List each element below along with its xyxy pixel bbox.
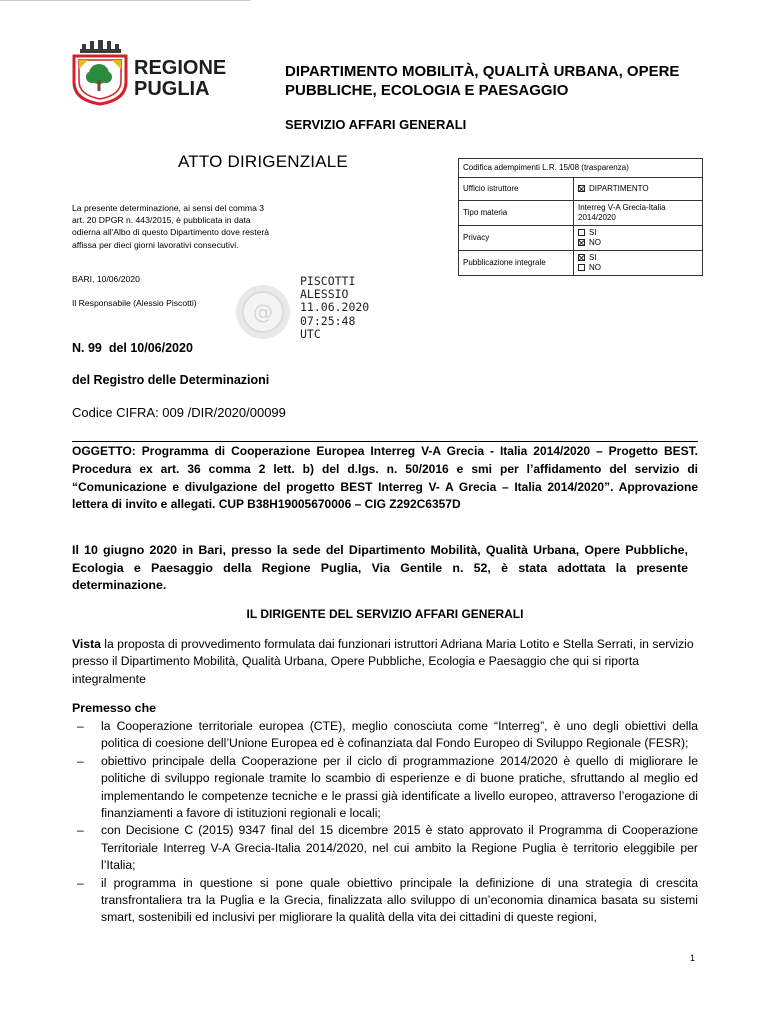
list-item <box>72 718 698 753</box>
publication-notice: La presente determinazione, ai sensi del comma 3 art. 20 DPGR n. 443/2015, è pubblicata in data odierna all'Albo di questo Dipartimento dove resterà affissa per dieci giorni lavorativi consecutivi. <box>72 203 270 250</box>
list-dash: – <box>77 823 84 838</box>
premesso-heading: Premesso che <box>72 701 157 715</box>
transparency-table <box>458 158 703 276</box>
intro-paragraph: Il 10 giugno 2020 in Bari, presso la sede del Dipartimento Mobilità, Qualità Urbana, Opere Pubbliche, Ecologia e Paesaggio della Regione Puglia, Via Gentile n. 52, è stata adottata la presente determinazione. <box>72 543 688 593</box>
cifra-code: Codice CIFRA: 009 /DIR/2020/00099 <box>72 405 286 420</box>
document-type-heading: ATTO DIRIGENZIALE <box>178 152 348 171</box>
top-rule <box>0 0 250 1</box>
checked-box-icon <box>578 254 585 261</box>
vista-lead: Vista <box>72 637 101 651</box>
place-date: BARI, 10/06/2020 <box>72 274 140 284</box>
table-header: Codifica adempimenti L.R. 15/08 (trasparenza) <box>459 159 703 178</box>
pubblicazione-options <box>574 251 703 276</box>
logo-text-puglia: PUGLIA <box>134 78 210 100</box>
ufficio-label: Ufficio istruttore <box>459 178 574 201</box>
registro-label: del Registro delle Determinazioni <box>72 373 270 387</box>
privacy-options <box>574 226 703 251</box>
determination-number: N. 99 del 10/06/2020 <box>72 341 193 355</box>
list-dash: – <box>77 753 84 768</box>
privacy-no: NO <box>589 238 601 247</box>
ufficio-value: DIPARTIMENTO <box>589 184 649 193</box>
logo-text-regione: REGIONE <box>134 57 227 79</box>
checked-box-icon <box>578 185 585 192</box>
pubblicazione-label: Pubblicazione integrale <box>459 251 574 276</box>
coat-of-arms-icon <box>68 34 128 106</box>
list-dash: – <box>77 875 84 890</box>
list-item-text: la Cooperazione territoriale europea (CTE), meglio conosciuta come “Interreg”, è uno degli obiettivi della politica di coesione dell’Unione Europea ed è cofinanziata dal Fondo Europeo di Sviluppo Regionale (FESR); <box>101 719 698 751</box>
privacy-si: SI <box>589 228 597 237</box>
ufficio-value-cell <box>574 178 703 201</box>
privacy-label: Privacy <box>459 226 574 251</box>
dirigente-heading: IL DIRIGENTE DEL SERVIZIO AFFARI GENERALI <box>246 607 524 621</box>
tipo-materia-label: Tipo materia <box>459 201 574 226</box>
unchecked-box-icon <box>578 229 585 236</box>
list-item-text: il programma in questione si pone quale obiettivo principale la definizione di una strategia di crescita transfrontaliera tra la Puglia e la Grecia, finalizzata allo sviluppo di un’economia dinamica basata su sistemi smart, sostenibili ed inclusivi per migliorare la qualità della vita dei cittadini di queste regioni, <box>101 875 698 925</box>
digital-signature-seal-icon <box>233 282 293 342</box>
subject-paragraph: OGGETTO: Programma di Cooperazione Europea Interreg V-A Grecia - Italia 2014/2020 – Progetto BEST. Procedura ex art. 36 comma 2 lett. b) del d.lgs. n. 50/2016 e smi per l’affidamento del servizio di “Comunicazione e divulgazione del progetto BEST Interreg V- A Grecia – Italia 2014/2020”. Approvazione lettera di invito e allegati. CUP B38H19005670006 – CIG Z292C6357D <box>72 441 698 514</box>
regione-puglia-logo <box>68 34 228 104</box>
logo-wordmark <box>134 58 226 100</box>
pub-no: NO <box>589 263 601 272</box>
responsible-signatory: Il Responsabile (Alessio Piscotti) <box>72 298 197 308</box>
tipo-materia-value: Interreg V-A Grecia-Italia 2014/2020 <box>574 201 703 226</box>
list-item <box>72 875 698 927</box>
vista-text: la proposta di provvedimento formulata dai funzionari istruttori Adriana Maria Lotito e Stella Serrati, in servizio presso il Dipartimento Mobilità, Qualità Urbana, Opere Pubbliche, Ecologia e Paesaggio che qui si riporta integralmente <box>72 637 694 686</box>
page-number: 1 <box>690 953 696 963</box>
checked-box-icon <box>578 239 585 246</box>
list-item <box>72 753 698 823</box>
list-item-text: con Decisione C (2015) 9347 final del 15 dicembre 2015 è stato approvato il Programma di Cooperazione Territoriale Interreg V-A Grecia-Italia 2014/2020, nel cui ambito la Regione Puglia è territorio eleggibile per l’Italia; <box>101 823 698 873</box>
vista-paragraph <box>72 636 700 688</box>
digital-signature-text: PISCOTTI ALESSIO 11.06.2020 07:25:48 UTC <box>300 274 370 341</box>
pub-si: SI <box>589 253 597 262</box>
premesso-list <box>72 718 698 927</box>
svg-text:@: @ <box>253 300 273 324</box>
list-item <box>72 822 698 874</box>
list-item-text: obiettivo principale della Cooperazione per il ciclo di programmazione 2014/2020 è quello di migliorare le politiche di sviluppo regionale tramite lo scambio di esperienze e di buone pratiche, sfruttando al meglio ed implementando le competenze tecniche e le prassi già identificate a livello europeo, attraverso l’erogazione di finanziamenti a favore di istituzioni regionali e locali; <box>101 753 698 821</box>
service-title: SERVIZIO AFFARI GENERALI <box>285 117 467 132</box>
unchecked-box-icon <box>578 264 585 271</box>
list-dash: – <box>77 719 84 733</box>
department-title: DIPARTIMENTO MOBILITÀ, QUALITÀ URBANA, OPERE PUBBLICHE, ECOLOGIA E PAESAGGIO <box>285 63 680 99</box>
